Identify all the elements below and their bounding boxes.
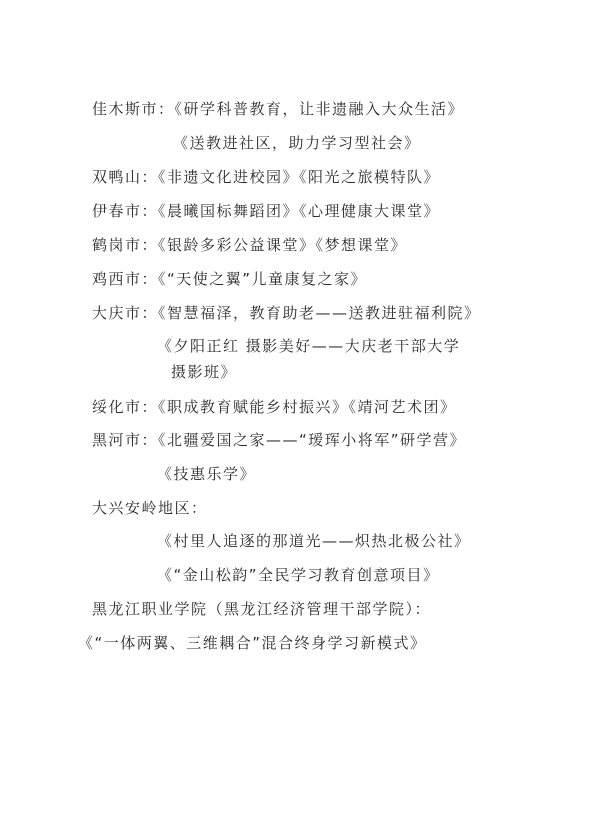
entry-shuangyashan: 双鸭山：《非遗文化进校园》《阳光之旅模特队》 bbox=[92, 168, 441, 186]
entry-jiamusi-cont: 《送教进社区，助力学习型社会》 bbox=[173, 134, 421, 152]
entry-yichun: 伊春市：《晨曦国标舞蹈团》《心理健康大课堂》 bbox=[92, 202, 441, 220]
entry-daqing-cont-2: 摄影班》 bbox=[171, 363, 238, 381]
entry-heihe: 黑河市：《北疆爱国之家——“瑷珲小将军”研学营》 bbox=[92, 431, 467, 449]
entry-jixi: 鸡西市：《“天使之翼”儿童康复之家》 bbox=[92, 270, 368, 288]
entry-jiamusi: 佳木斯市：《研学科普教育，让非遗融入大众生活》 bbox=[92, 100, 465, 118]
entry-heihe-cont: 《技惠乐学》 bbox=[157, 465, 257, 483]
entry-heilongjiang-vocational: 黑龙江职业学院（黑龙江经济管理干部学院）： bbox=[92, 600, 432, 618]
entry-daqing-cont: 《夕阳正红 摄影美好——大庆老干部大学 bbox=[157, 337, 461, 355]
entry-heilongjiang-vocational-item: 《“一体两翼、三维耦合”混合终身学习新模式》 bbox=[78, 634, 427, 652]
entry-suihua: 绥化市：《职成教育赋能乡村振兴》《靖河艺术团》 bbox=[92, 398, 457, 416]
entry-daxinganling-item-1: 《村里人追逐的那道光——炽热北极公社》 bbox=[157, 532, 471, 550]
entry-daxinganling-item-2: 《“金山松韵”全民学习教育创意项目》 bbox=[157, 566, 440, 584]
entry-hegang: 鹤岗市：《银龄多彩公益课堂》《梦想课堂》 bbox=[92, 236, 408, 254]
entry-daqing: 大庆市：《智慧福泽，教育助老——送教进驻福利院》 bbox=[92, 304, 481, 322]
entry-daxinganling: 大兴安岭地区： bbox=[92, 499, 208, 517]
